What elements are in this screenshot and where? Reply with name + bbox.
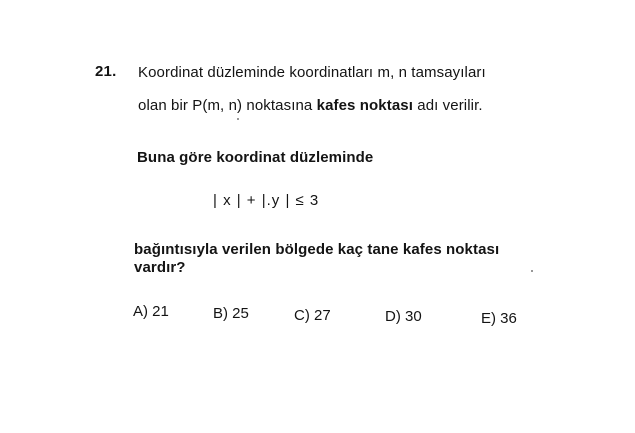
scan-speck	[531, 270, 533, 272]
question-text-line-4: bağıntısıyla verilen bölgede kaç tane kafes noktası	[134, 241, 500, 258]
choice-c[interactable]: C) 27	[294, 307, 331, 324]
choice-e[interactable]: E) 36	[481, 310, 517, 327]
choice-d[interactable]: D) 30	[385, 308, 422, 325]
question-prompt: Buna göre koordinat düzleminde	[137, 149, 374, 166]
question-text-line-2	[138, 97, 483, 114]
term-kafes-noktasi: kafes noktası	[316, 97, 413, 114]
question-text-line-5: vardır?	[134, 259, 186, 276]
choice-a[interactable]: A) 21	[133, 303, 169, 320]
question-number: 21.	[95, 63, 117, 80]
choice-b[interactable]: B) 25	[213, 305, 249, 322]
line2-suffix: adı verilir.	[412, 97, 483, 114]
line2-prefix: olan bir P(m, n) noktasına	[138, 97, 317, 114]
question-text-line-1: Koordinat düzleminde koordinatları m, n tamsayıları	[138, 64, 486, 81]
inequality-formula: | x | + |.y | ≤ 3	[213, 192, 320, 209]
scan-speck	[237, 118, 239, 120]
